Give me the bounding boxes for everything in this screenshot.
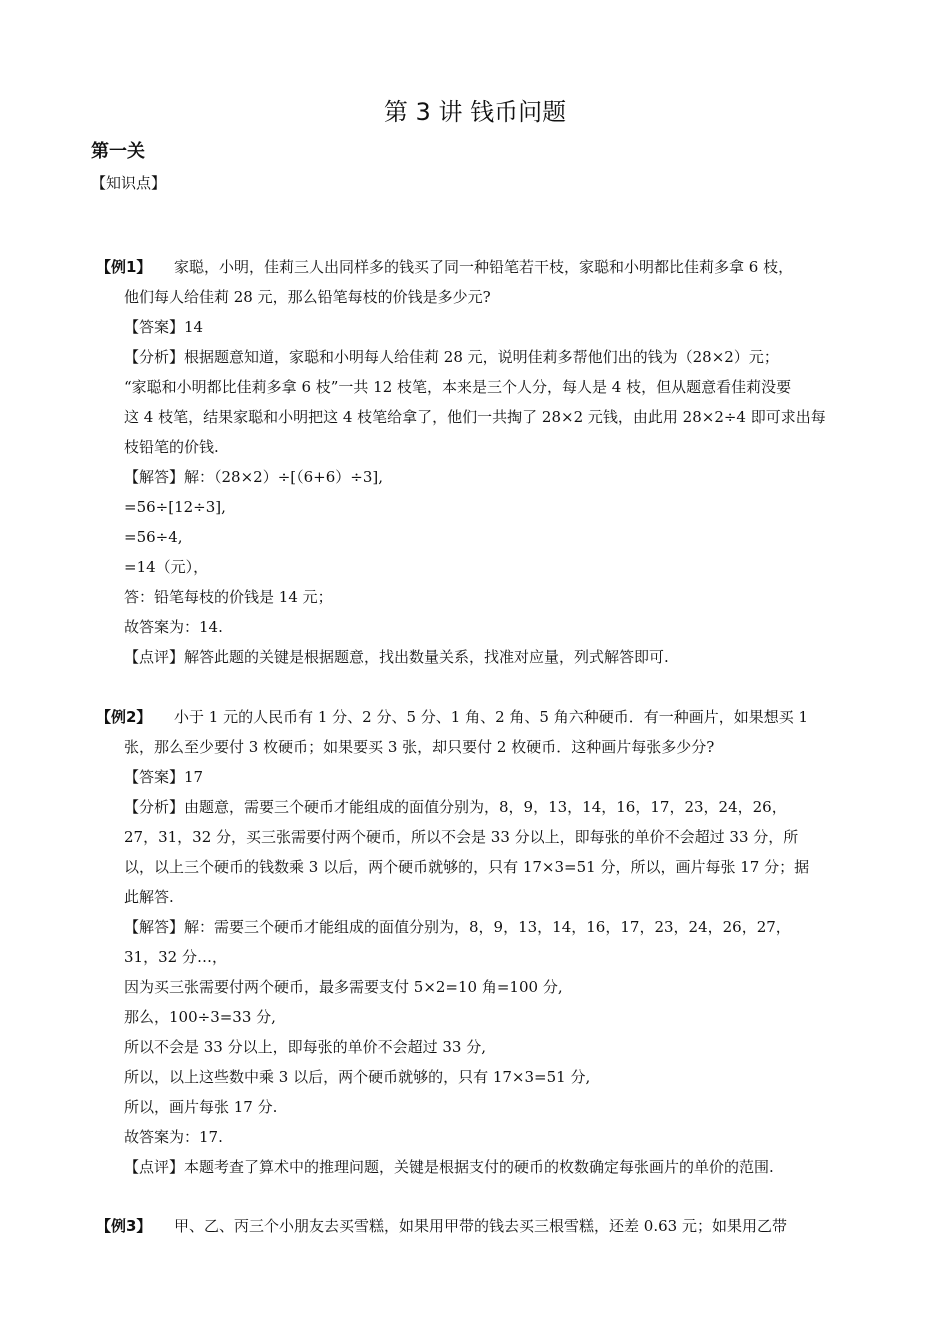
example-2-question-line-2: 张，那么至少要付 3 枚硬币；如果要买 3 张，却只要付 2 枚硬币．这种画片每张多少分? [124, 738, 715, 756]
example-1-solution-line: 答：铅笔每枝的价钱是 14 元； [124, 588, 333, 606]
question-text: 家聪，小明，佳莉三人出同样多的钱买了同一种铅笔若干枝，家聪和小明都比佳莉多拿 6 枝， [174, 258, 794, 276]
example-3-label: 【例3】 [96, 1217, 152, 1235]
section-heading: 第一关 [91, 141, 145, 162]
question-text: 甲、乙、丙三个小朋友去买雪糕，如果用甲带的钱去买三根雪糕，还差 0.63 元；如果用乙带 [174, 1217, 787, 1235]
example-1-label: 【例1】 [96, 258, 152, 276]
example-2-analysis-line: 以，以上三个硬币的钱数乘 3 以后，两个硬币就够的，只有 17×3=51 分，所以，画片每张 17 分；据 [124, 858, 810, 876]
example-2-question-line-1 [96, 702, 868, 732]
example-2-comment: 【点评】本题考查了算术中的推理问题，关键是根据支付的硬币的枚数确定每张画片的单价的范围. [124, 1158, 774, 1176]
example-2-solution-line: 31，32 分…， [124, 948, 227, 966]
example-2-analysis-line: 27，31，32 分，买三张需要付两个硬币，所以不会是 33 分以上，即每张的单价不会超过 33 分，所 [124, 828, 799, 846]
example-3 [96, 1211, 868, 1241]
page-title: 第 3 讲 钱币问题 [383, 98, 567, 126]
example-1 [96, 252, 868, 672]
example-2-solution-line: 所以，以上这些数中乘 3 以后，两个硬币就够的，只有 17×3=51 分, [124, 1068, 591, 1086]
knowledge-point-heading: 【知识点】 [91, 174, 167, 192]
example-2-analysis-line: 【分析】由题意，需要三个硬币才能组成的面值分别为，8，9，13，14，16，17，23，24，26， [124, 798, 787, 816]
example-2-solution-line: 那么，100÷3=33 分, [124, 1008, 276, 1026]
example-2-solution-line: 所以不会是 33 分以上，即每张的单价不会超过 33 分, [124, 1038, 487, 1056]
example-1-solution-line: =56÷[12÷3], [124, 498, 226, 516]
example-1-analysis-line: 【分析】根据题意知道，家聪和小明每人给佳莉 28 元，说明佳莉多帮他们出的钱为（28×2）元； [124, 348, 779, 366]
example-1-solution-line: 【解答】解：（28×2）÷[（6+6）÷3], [124, 468, 384, 486]
example-2-solution-line: 故答案为：17. [124, 1128, 223, 1146]
example-1-solution-line: =14（元）， [124, 558, 209, 576]
example-2-solution-line: 因为买三张需要付两个硬币，最多需要支付 5×2=10 角=100 分, [124, 978, 563, 996]
example-2-analysis-line: 此解答. [124, 888, 174, 906]
example-1-analysis-line: 这 4 枝笔，结果家聪和小明把这 4 枝笔给拿了，他们一共掏了 28×2 元钱，由此用 28×2÷4 即可求出每 [124, 408, 826, 426]
example-1-answer: 【答案】14 [124, 318, 204, 336]
example-1-analysis-line: “家聪和小明都比佳莉多拿 6 枝”一共 12 枝笔，本来是三个人分，每人是 4 枝，但从题意看佳莉没要 [124, 378, 792, 396]
example-3-question-line-1 [96, 1211, 868, 1241]
example-2 [96, 702, 868, 1182]
example-1-question-line-1 [96, 252, 868, 282]
example-2-answer: 【答案】17 [124, 768, 204, 786]
question-text: 小于 1 元的人民币有 1 分、2 分、5 分、1 角、2 角、5 角六种硬币．有一种画片，如果想买 1 [174, 708, 809, 726]
example-1-solution-line: =56÷4, [124, 528, 183, 546]
example-1-solution-line: 故答案为：14. [124, 618, 223, 636]
example-1-analysis-line: 枝铅笔的价钱. [124, 438, 219, 456]
example-2-label: 【例2】 [96, 708, 152, 726]
example-2-solution-line: 【解答】解：需要三个硬币才能组成的面值分别为，8，9，13，14，16，17，23，24，26，27， [124, 918, 791, 936]
example-1-comment: 【点评】解答此题的关键是根据题意，找出数量关系，找准对应量，列式解答即可. [124, 648, 669, 666]
example-1-question-line-2: 他们每人给佳莉 28 元，那么铅笔每枝的价钱是多少元? [124, 288, 491, 306]
example-2-solution-line: 所以，画片每张 17 分. [124, 1098, 278, 1116]
